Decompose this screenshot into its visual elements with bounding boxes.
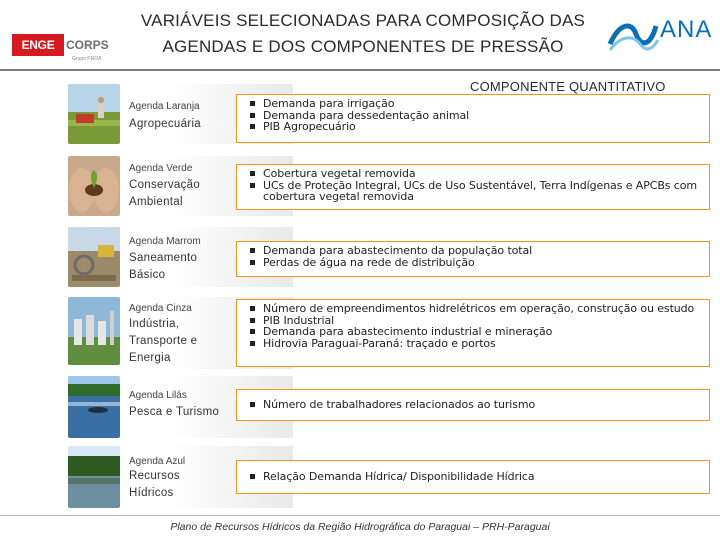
agenda-theme-line: Transporte e xyxy=(129,335,198,347)
section-title: COMPONENTE QUANTITATIVO xyxy=(470,79,666,94)
variable-item: Demanda para irrigação xyxy=(237,98,709,110)
agenda-name: Agenda Marrom xyxy=(129,236,201,247)
agenda-theme-line: Pesca e Turismo xyxy=(129,406,220,418)
photo-fishing-lake xyxy=(68,376,120,438)
variable-item: Número de empreendimentos hidrelétricos em operação, construção ou estudo xyxy=(237,303,709,315)
photo-river xyxy=(68,446,120,508)
agenda-row-marrom xyxy=(68,227,708,287)
agenda-theme-line: Recursos xyxy=(129,470,180,482)
agenda-theme-line: Energia xyxy=(129,352,171,364)
agenda-theme xyxy=(129,116,201,133)
page-title-line-2: AGENDAS E DOS COMPONENTES DE PRESSÃO xyxy=(162,37,564,56)
agenda-theme-line: Ambiental xyxy=(129,196,183,208)
agenda-name: Agenda Lilás xyxy=(129,390,187,401)
agenda-theme xyxy=(129,468,180,502)
agenda-row-laranja xyxy=(68,84,708,144)
engecorps-logo xyxy=(12,34,112,64)
agenda-row-azul xyxy=(68,446,708,508)
variables-box xyxy=(236,460,710,494)
page-title-line-1: VARIÁVEIS SELECIONADAS PARA COMPOSIÇÃO DAS xyxy=(140,11,586,30)
engecorps-logo-subtitle: Grupo PROA xyxy=(72,56,102,62)
ana-logo-text: ANA xyxy=(660,16,713,43)
agenda-theme-line: Conservação xyxy=(129,179,201,191)
variable-item: Número de trabalhadores relacionados ao turismo xyxy=(237,399,709,411)
agenda-name: Agenda Cinza xyxy=(129,303,192,314)
engecorps-logo-red: ENGE xyxy=(12,34,64,56)
variable-item: Demanda para abastecimento da população total xyxy=(237,245,709,257)
agenda-theme-line: Indústria, xyxy=(129,318,180,330)
agenda-theme-line: Básico xyxy=(129,269,166,281)
variable-item: PIB Agropecuário xyxy=(237,121,709,133)
footer-text: Plano de Recursos Hídricos da Região Hidrográfica do Paraguai – PRH-Paraguai xyxy=(170,521,550,533)
footer-divider xyxy=(0,515,720,516)
agenda-row-verde xyxy=(68,156,708,216)
header xyxy=(0,0,720,70)
variable-item: Perdas de água na rede de distribuição xyxy=(237,257,709,269)
variable-item: PIB Industrial xyxy=(237,315,709,327)
agenda-theme xyxy=(129,250,197,284)
agenda-theme-line: Agropecuária xyxy=(129,118,202,130)
variable-item: Demanda para dessedentação animal xyxy=(237,110,709,122)
variables-box xyxy=(236,389,710,421)
photo-agriculture xyxy=(68,84,120,144)
variables-box xyxy=(236,241,710,277)
variables-box xyxy=(236,299,710,367)
variable-item: Cobertura vegetal removida xyxy=(237,168,709,180)
photo-hands-plant xyxy=(68,156,120,216)
agenda-theme-line: Hídricos xyxy=(129,487,174,499)
ana-logo xyxy=(606,14,716,54)
agenda-name: Agenda Laranja xyxy=(129,101,200,112)
photo-sanitation-works xyxy=(68,227,120,287)
agenda-theme xyxy=(129,404,219,421)
agenda-theme xyxy=(129,316,197,367)
variable-item: UCs de Proteção Integral, UCs de Uso Sustentável, Terra Indígenas e APCBs com cobertura vegetal removida xyxy=(237,180,709,203)
page-title xyxy=(118,8,608,60)
ana-wave-icon xyxy=(606,14,660,54)
engecorps-logo-gray: CORPS xyxy=(66,38,109,52)
variable-item: Hidrovia Paraguai-Paraná: traçado e portos xyxy=(237,338,709,350)
agenda-row-lilas xyxy=(68,376,708,438)
variables-box xyxy=(236,164,710,210)
photo-industry xyxy=(68,297,120,365)
agenda-name: Agenda Verde xyxy=(129,163,193,174)
agenda-theme-line: Saneamento xyxy=(129,252,198,264)
variable-item: Relação Demanda Hídrica/ Disponibilidade Hídrica xyxy=(237,471,709,483)
agenda-name: Agenda Azul xyxy=(129,456,186,467)
agenda-theme xyxy=(129,177,200,211)
header-divider xyxy=(0,69,720,71)
agenda-row-cinza xyxy=(68,297,708,369)
variables-box xyxy=(236,94,710,143)
variable-item: Demanda para abastecimento industrial e mineração xyxy=(237,326,709,338)
